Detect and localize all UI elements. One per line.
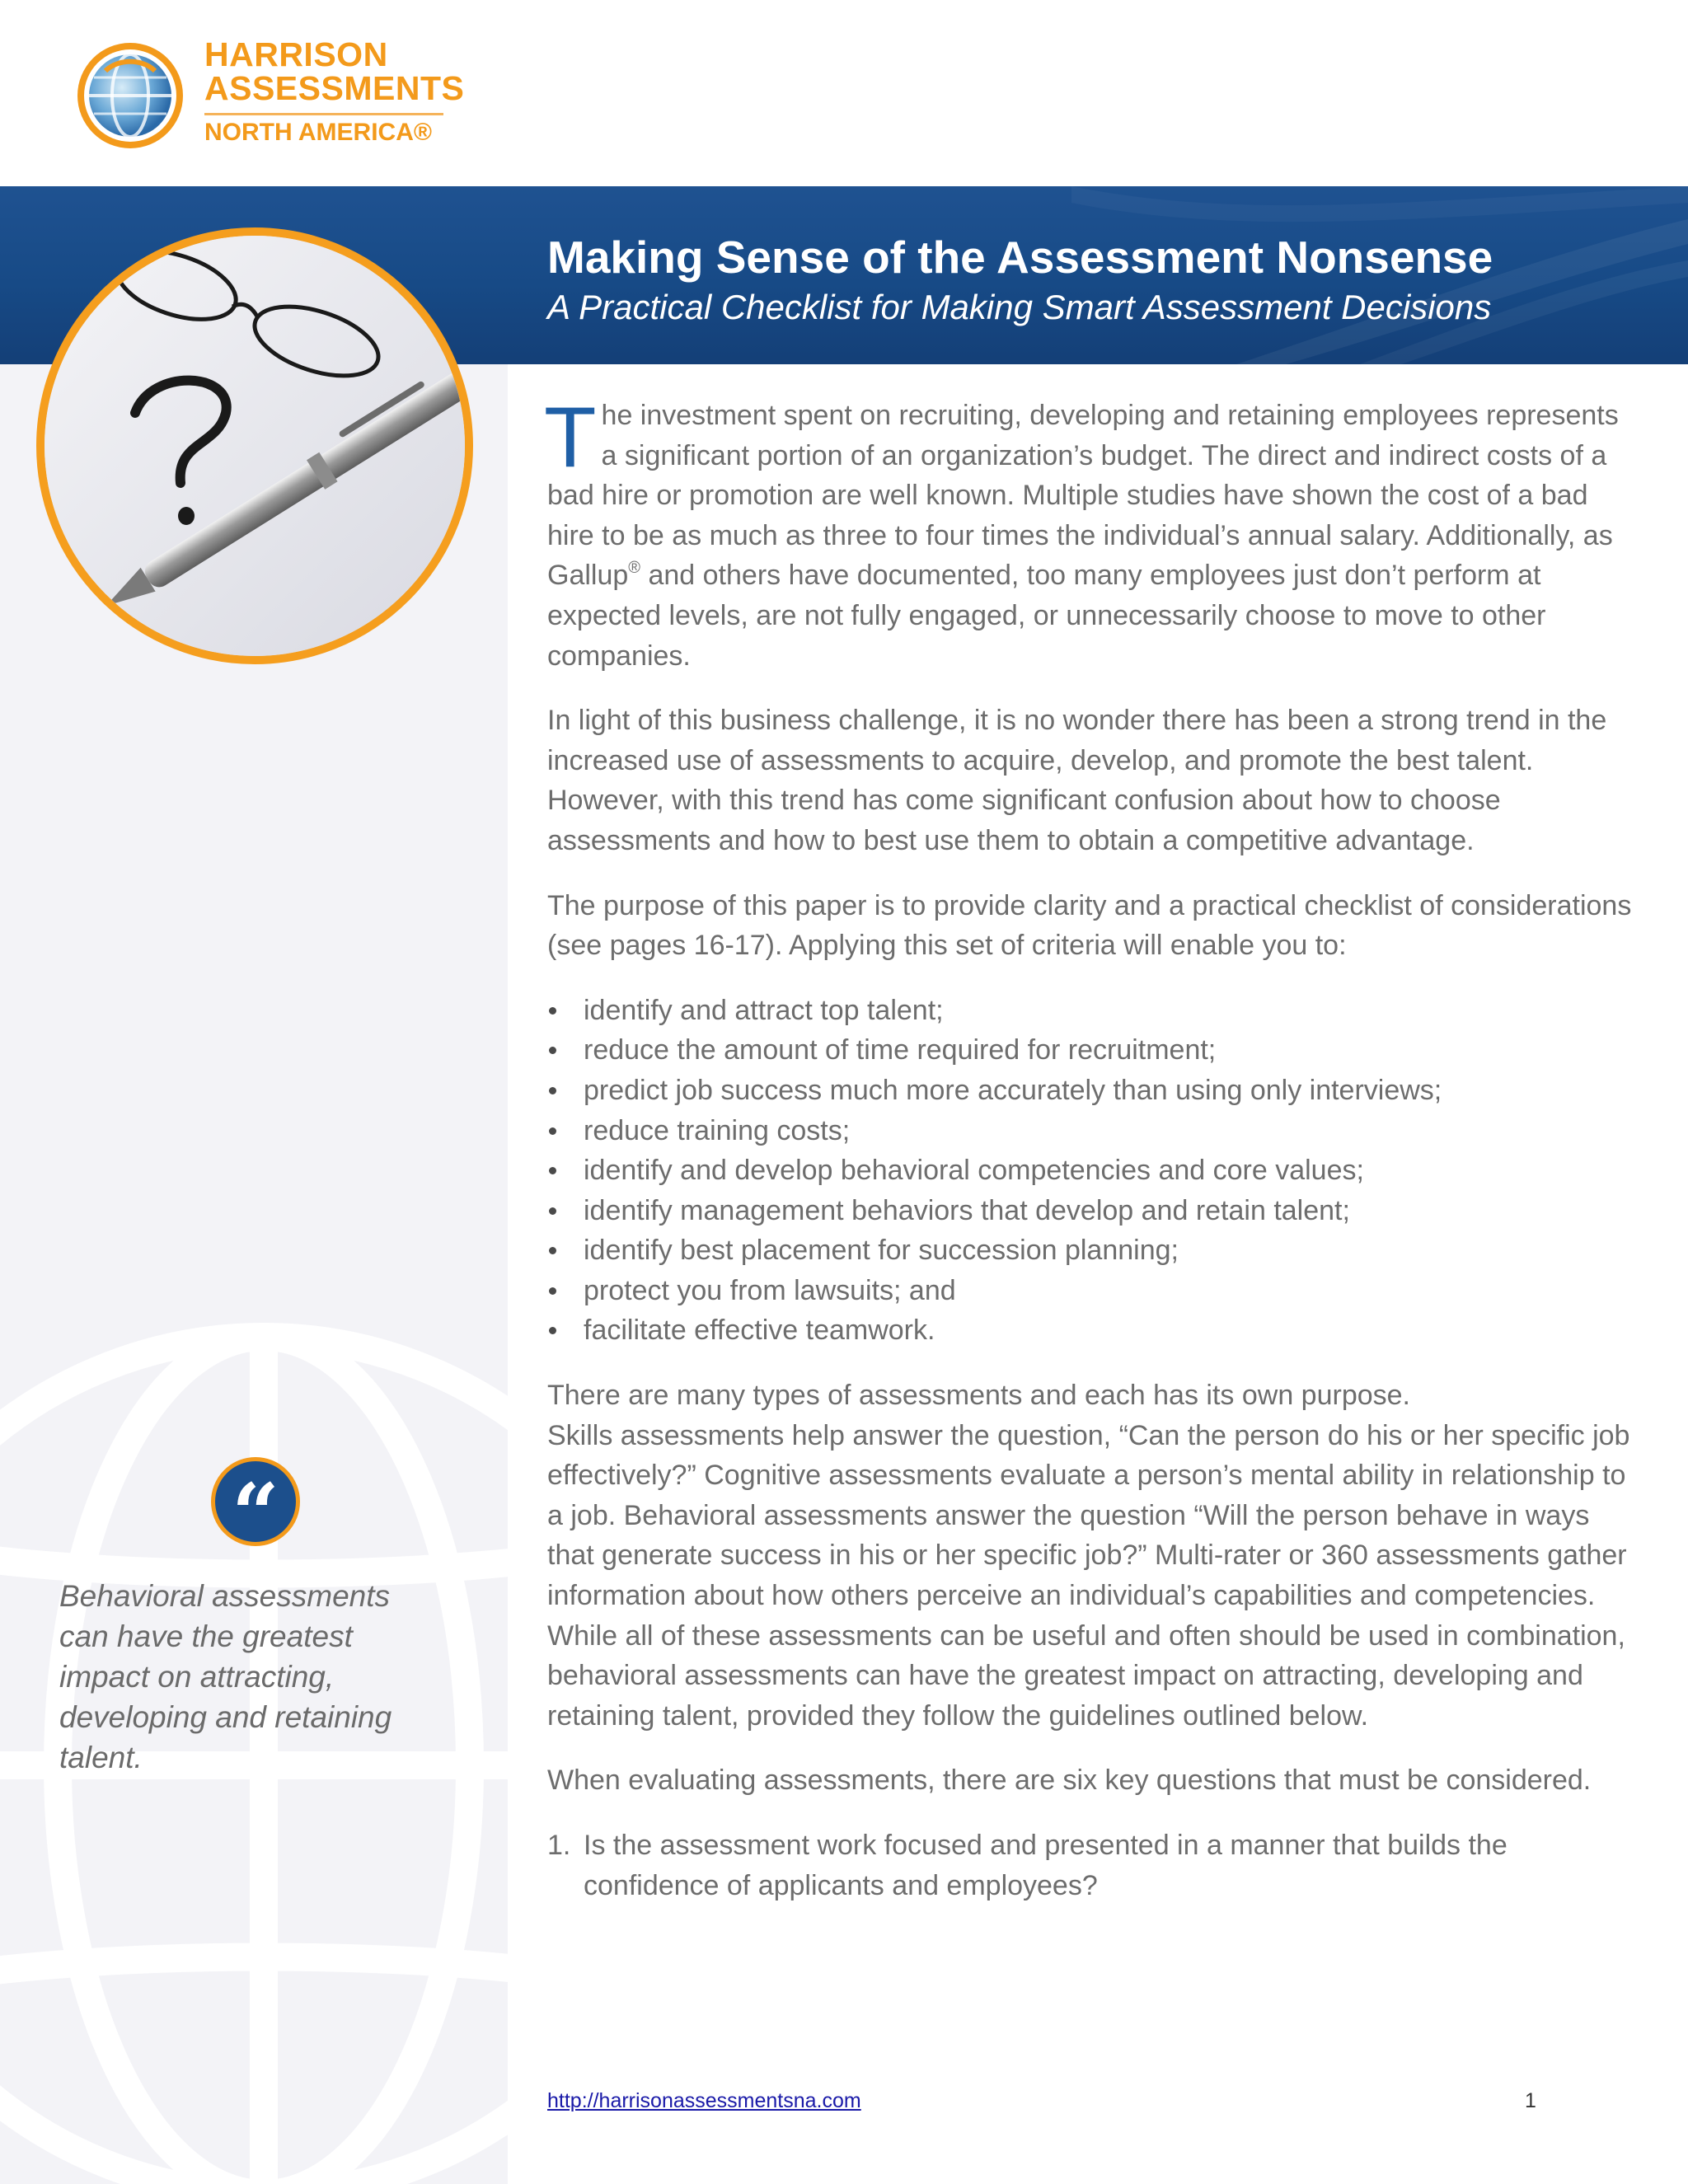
assessment-types-detail: Skills assessments help answer the question, “Can the person do his or her specific job effectively?” Cognitive assessments evaluate a person’s mental ability in relationship to a job. Behavioral assessments answer the question “Will the person behave in ways that generate success in his or her specific job?” Multi-rater or 360 assessments gather information about how others perceive an individual’s capabilities and competencies. While all of these assessments can be useful and often should be used in combination, behavioral assessments can have the greatest impact on attracting, developing and retaining talent, provided they follow the guidelines outlined below. (547, 1419, 1630, 1732)
bullet-icon (549, 1207, 556, 1215)
list-item (547, 1151, 1635, 1191)
list-item-text: protect you from lawsuits; and (584, 1274, 956, 1306)
list-item-text: reduce training costs; (584, 1114, 851, 1146)
list-item-text: identify and develop behavioral competencies and core values; (584, 1155, 1364, 1187)
page-number: 1 (1525, 2089, 1536, 2112)
logo-divider (204, 113, 443, 115)
list-item (547, 1191, 1635, 1231)
bullet-icon (549, 1007, 556, 1015)
intro-text-part2: and others have documented, too many employees just don’t perform at expected levels, are not fully engaged, or unnecessarily choose to move to other companies. (547, 560, 1546, 672)
bullet-icon (549, 1287, 556, 1295)
drop-cap: T (544, 390, 597, 485)
list-item-text: identify and attract top talent; (584, 994, 944, 1026)
bullet-icon (549, 1127, 556, 1135)
document-subtitle: A Practical Checklist for Making Smart Assessment Decisions (547, 288, 1492, 326)
document-title: Making Sense of the Assessment Nonsense (547, 232, 1493, 283)
list-item-text: identify best placement for succession planning; (584, 1235, 1179, 1267)
logo-line-assessments: ASSESSMENTS (204, 69, 465, 107)
benefits-list (547, 991, 1635, 1351)
intro-text-part1: he investment spent on recruiting, developing and retaining employees represents a significant portion of an organization’s budget. The direct and indirect costs of a bad hire or promotion are well known. Multiple studies have shown the cost of a bad hire to be as much as three to four times the individual’s annual salary. Additionally, as Gallup (547, 400, 1619, 592)
pull-quote: Behavioral assessments can have the greatest impact on attracting, developing and retaining talent. (59, 1579, 392, 1774)
logo-line-harrison: HARRISON (204, 35, 388, 73)
list-item-text: facilitate effective teamwork. (584, 1315, 935, 1347)
question-text: Is the assessment work focused and presented in a manner that builds the confidence of applicants and employees? (584, 1830, 1507, 1901)
question-number: 1. (547, 1830, 571, 1861)
question-mark-image (45, 236, 465, 656)
list-item (547, 1825, 1635, 1905)
bullet-icon (549, 1327, 556, 1334)
list-item (547, 1230, 1635, 1271)
list-item (547, 1030, 1635, 1071)
paragraph-key-questions: When evaluating assessments, there are six key questions that must be considered. (547, 1765, 1592, 1797)
key-questions-list (547, 1825, 1635, 1905)
bullet-icon (549, 1247, 556, 1254)
quote-icon: “ (211, 1457, 300, 1546)
intro-paragraph (544, 390, 1635, 676)
list-item (547, 1271, 1635, 1311)
paragraph-purpose: The purpose of this paper is to provide clarity and a practical checklist of considerations (see pages 16-17). Applying this set of criteria will enable you to: (547, 889, 1632, 962)
bullet-icon (549, 1167, 556, 1174)
logo-wordmark (204, 35, 465, 146)
list-item-text: predict job success much more accurately than using only interviews; (584, 1074, 1442, 1106)
list-item-text: reduce the amount of time required for recruitment; (584, 1034, 1217, 1066)
article-body (544, 390, 1635, 1905)
registered-mark: ® (628, 559, 641, 578)
globe-logo-icon (73, 38, 188, 153)
paragraph-business-challenge: In light of this business challenge, it is no wonder there has been a strong trend in the increased use of assessments to acquire, develop, and promote the best talent. However, with this trend has come significant confusion about how to choose assessments and how to best use them to obtain a competitive advantage. (547, 705, 1607, 856)
logo-line-region: NORTH AMERICA® (204, 119, 432, 146)
glasses-and-pen-photo (36, 227, 473, 664)
bullet-icon (549, 1087, 556, 1094)
company-logo (73, 35, 465, 160)
list-item (547, 991, 1635, 1031)
bullet-icon (549, 1047, 556, 1054)
list-item (547, 1071, 1635, 1111)
website-link[interactable]: http://harrisonassessmentsna.com (547, 2089, 861, 2112)
list-item-text: identify management behaviors that develop and retain talent; (584, 1194, 1350, 1226)
assessment-types-intro: There are many types of assessments and each has its own purpose. (547, 1380, 1410, 1412)
list-item (547, 1111, 1635, 1151)
list-item (547, 1310, 1635, 1351)
paragraph-assessment-types (547, 1376, 1635, 1736)
